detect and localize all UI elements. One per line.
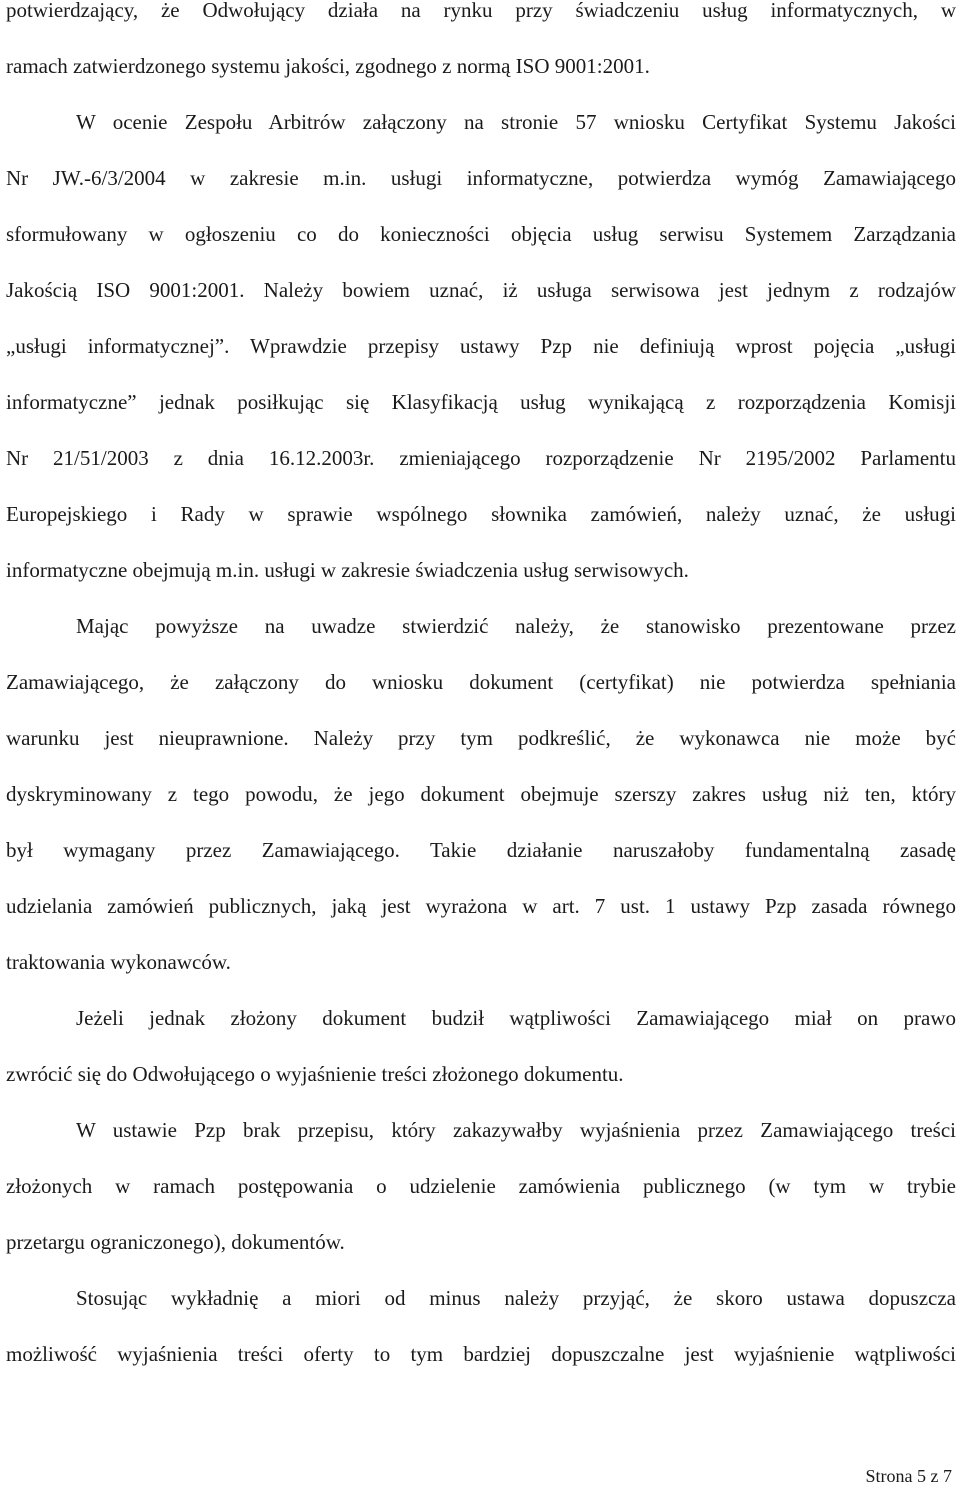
- paragraph-5: [6, 1102, 956, 1270]
- text-line: Nr 21/51/2003 z dnia 16.12.2003r. zmieniającego rozporządzenie Nr 2195/2002 Parlamentu: [6, 446, 956, 470]
- text-line: Nr JW.-6/3/2004 w zakresie m.in. usługi informatyczne, potwierdza wymóg Zamawiającego: [6, 166, 956, 190]
- text-line: W ustawie Pzp brak przepisu, który zakazywałby wyjaśnienia przez Zamawiającego treści: [76, 1118, 956, 1142]
- text-line: złożonych w ramach postępowania o udzielenie zamówienia publicznego (w tym w trybie: [6, 1174, 956, 1198]
- text-line: informatyczne obejmują m.in. usługi w zakresie świadczenia usług serwisowych.: [6, 558, 689, 582]
- document-page: [6, 0, 956, 1382]
- text-line: informatyczne” jednak posiłkując się Klasyfikacją usług wynikającą z rozporządzenia Komisji: [6, 390, 956, 414]
- paragraph-2: [6, 94, 956, 598]
- paragraph-1: [6, 0, 956, 94]
- text-line: Europejskiego i Rady w sprawie wspólnego słownika zamówień, należy uznać, że usługi: [6, 502, 956, 526]
- text-line: traktowania wykonawców.: [6, 950, 231, 974]
- text-line: sformułowany w ogłoszeniu co do konieczności objęcia usług serwisu Systemem Zarządzania: [6, 222, 956, 246]
- text-line: warunku jest nieuprawnione. Należy przy tym podkreślić, że wykonawca nie może być: [6, 726, 956, 750]
- text-line: udzielania zamówień publicznych, jaką jest wyrażona w art. 7 ust. 1 ustawy Pzp zasada równego: [6, 894, 956, 918]
- text-line: potwierdzający, że Odwołujący działa na rynku przy świadczeniu usług informatycznych, w: [6, 0, 956, 22]
- text-line: Zamawiającego, że załączony do wniosku dokument (certyfikat) nie potwierdza spełniania: [6, 670, 956, 694]
- paragraph-6: [6, 1270, 956, 1382]
- text-line: „usługi informatycznej”. Wprawdzie przepisy ustawy Pzp nie definiują wprost pojęcia „usługi: [6, 334, 956, 358]
- text-line: był wymagany przez Zamawiającego. Takie działanie naruszałoby fundamentalną zasadę: [6, 838, 956, 862]
- text-line: Jeżeli jednak złożony dokument budził wątpliwości Zamawiającego miał on prawo: [76, 1006, 956, 1030]
- text-line: dyskryminowany z tego powodu, że jego dokument obejmuje szerszy zakres usług niż ten, który: [6, 782, 956, 806]
- text-line: przetargu ograniczonego), dokumentów.: [6, 1230, 345, 1254]
- paragraph-4: [6, 990, 956, 1102]
- text-line: zwrócić się do Odwołującego o wyjaśnienie treści złożonego dokumentu.: [6, 1062, 624, 1086]
- text-line: Jakością ISO 9001:2001. Należy bowiem uznać, iż usługa serwisowa jest jednym z rodzajów: [6, 278, 956, 302]
- text-line: W ocenie Zespołu Arbitrów załączony na stronie 57 wniosku Certyfikat Systemu Jakości: [76, 110, 956, 134]
- text-line: Stosując wykładnię a miori od minus należy przyjąć, że skoro ustawa dopuszcza: [76, 1286, 956, 1310]
- text-line: możliwość wyjaśnienia treści oferty to tym bardziej dopuszczalne jest wyjaśnienie wątpliwości: [6, 1342, 956, 1366]
- text-line: ramach zatwierdzonego systemu jakości, zgodnego z normą ISO 9001:2001.: [6, 54, 650, 78]
- page-number: Strona 5 z 7: [865, 1466, 952, 1486]
- text-line: Mając powyższe na uwadze stwierdzić należy, że stanowisko prezentowane przez: [76, 614, 956, 638]
- paragraph-3: [6, 598, 956, 990]
